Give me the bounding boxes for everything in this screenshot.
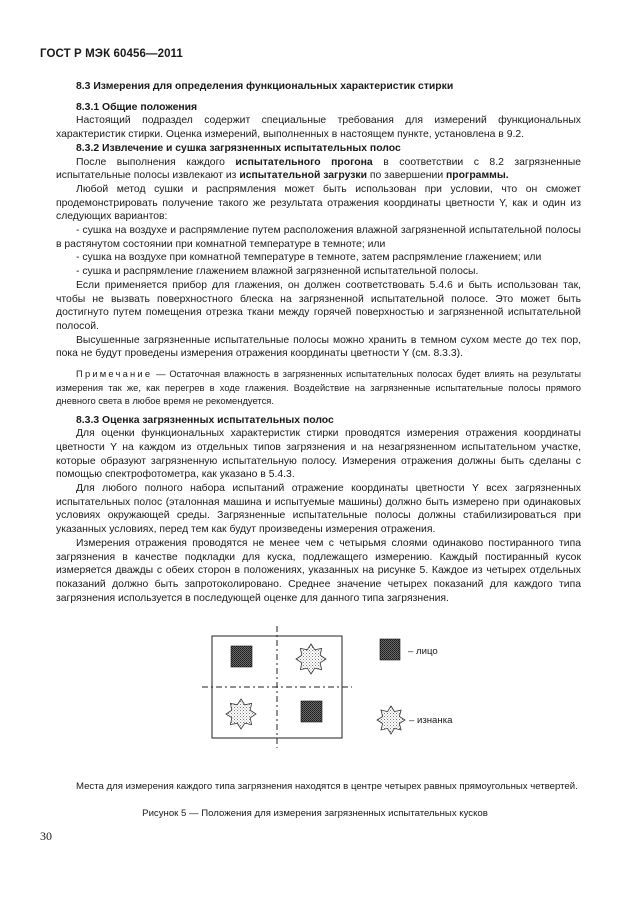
term-test-load: испытательной загрузки	[239, 170, 367, 182]
figure-note: Места для измерения каждого типа загрязнения находятся в центре четырех равных прямоугольных четвертей.	[76, 780, 578, 792]
document-header: ГОСТ Р МЭК 60456—2011	[40, 48, 183, 60]
note-label: Примечание	[76, 368, 153, 380]
paragraph-831-1: Настоящий подраздел содержит специальные требования для измерений функциональных характеристик стирки. Оценка измерений, выполненных в настоящем пункте, установлена в 9.2.	[56, 115, 581, 141]
term-programme: программы.	[446, 170, 509, 182]
note-paragraph	[56, 367, 581, 408]
measurement-back-star	[226, 699, 256, 729]
legend-back-label: – изнанка	[409, 715, 453, 726]
paragraph-833-3: Измерения отражения проводятся не менее чем с четырьмя слоями одинаково постиранного типа загрязнения в качестве подкладки для куска, подлежащего измерению. Каждый постиранный кусок измеряется дважды с обеих сторон в положениях, указанных на рисунке 5. Каждое из четырех отдельных показаний должно быть запротоколировано. Среднее значение четырех показаний для каждого типа загрязнения используется в последующей оценке для данного типа загрязнения.	[56, 537, 581, 604]
paragraph-832-4: Высушенные загрязненные испытательные полосы можно хранить в темном сухом месте до тех пор, пока не будут проведены измерения отражения координаты цветности Y (см. 8.3.3).	[56, 334, 581, 360]
note-text: — Остаточная влажность в загрязненных испытательных полосах будет влиять на результаты измерения так же, как перегрев в ходе глажения. Воздействие на загрязненные испытательные полосы прямого дневного света в любое время не рекомендуется.	[56, 368, 581, 407]
text-run: по завершении	[367, 170, 447, 182]
subsection-title-831: 8.3.1 Общие положения	[76, 101, 198, 113]
subsection-title-833: 8.3.3 Оценка загрязненных испытательных полос	[76, 414, 334, 426]
list-item: - сушка на воздухе и распрямление путем расположения влажной загрязненной испытательной полосы в растянутом состоянии при комнатной температуре в темноте; или	[56, 225, 581, 250]
content-body	[56, 80, 581, 605]
page-number: 30	[40, 829, 52, 843]
list-item: - сушка на воздухе при комнатной температуре в темноте, затем распрямление глажением; или	[76, 252, 542, 264]
section-title: 8.3 Измерения для определения функциональных характеристик стирки	[76, 81, 454, 92]
figure-5-diagram	[0, 626, 630, 766]
text-run: После выполнения каждого	[76, 156, 236, 168]
specimen-grid	[202, 626, 352, 748]
paragraph-832-3: Если применяется прибор для глажения, он должен соответствовать 5.4.6 и быть использован так, чтобы не вызвать поверхностного блеска на загрязненной испытательной полосе. Это может быть достигнуто путем помещения отрезка ткани между горячей поверхностью и загрязненной испытательной полосой.	[56, 279, 581, 332]
legend-face-square	[380, 639, 400, 660]
measurement-face-square	[231, 646, 252, 667]
paragraph-833-2: Для любого полного набора испытаний отражение координаты цветности Y всех загрязненных испытательных полос (эталонная машина и испытуемые машины) должно быть измерено при одинаковых условиях окружающей среды. Загрязненные испытательные полосы должны стабилизироваться при указанных условиях, перед тем как будут произведены измерения отражения.	[56, 483, 581, 536]
measurement-face-square	[301, 701, 322, 722]
paragraph-833-1: Для оценки функциональных характеристик стирки проводятся измерения отражения координаты цветности Y на каждом из отдельных типов загрязнения и на незагрязненном испытательном участке, которые образуют загрязненную испытательную полосу. Измерения отражения должны быть сделаны с помощью спектрофотометра, как указано в 5.4.3.	[56, 428, 581, 481]
text-run: в соответствии с 8.2 загрязненные испытательные полосы извлекают из	[56, 156, 582, 182]
subsection-title-832: 8.3.2 Извлечение и сушка загрязненных испытательных полос	[76, 142, 401, 154]
legend-face-label: – лицо	[408, 646, 438, 657]
list-item: - сушка и распрямление глажением влажной загрязненной испытательной полосы.	[76, 266, 479, 278]
paragraph-832-1	[56, 156, 581, 183]
term-test-run: испытательного прогона	[235, 156, 373, 168]
measurement-back-star	[296, 644, 326, 674]
legend-back-star	[377, 706, 405, 734]
paragraph-832-2: Любой метод сушки и распрямления может быть использован при условии, что он сможет продемонстрировать получение такого же результата отражения координаты цветности Y, как и один из следующих вариантов:	[56, 183, 581, 223]
figure-caption: Рисунок 5 — Положения для измерения загрязненных испытательных кусков	[142, 808, 488, 819]
